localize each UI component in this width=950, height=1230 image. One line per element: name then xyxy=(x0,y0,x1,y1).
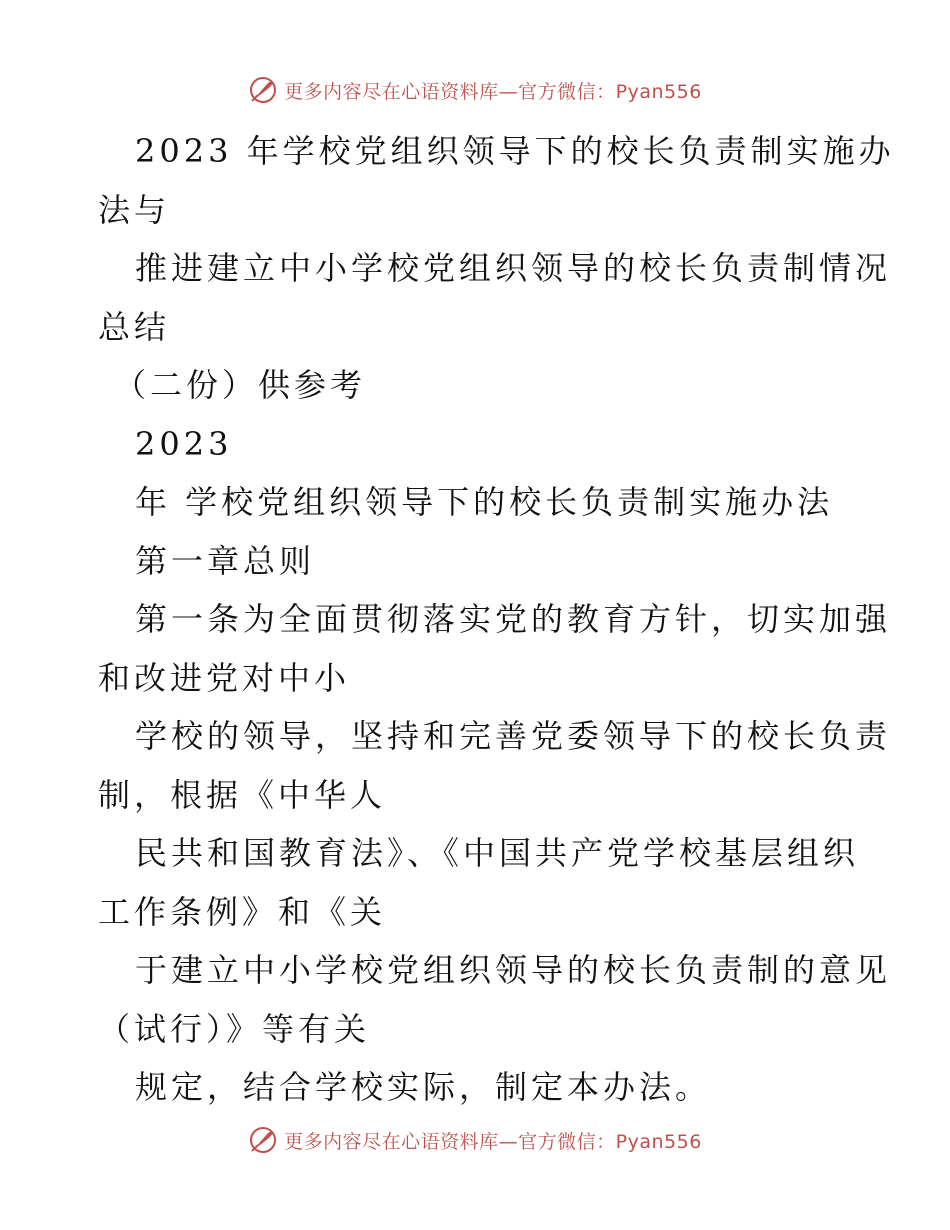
doc-line: 年 学校党组织领导下的校长负责制实施办法 xyxy=(135,483,834,521)
doc-line: 法与 xyxy=(98,190,171,229)
doc-line: 第一章总则 xyxy=(135,541,316,580)
doc-line: 制，根据《中华人 xyxy=(98,775,387,814)
feather-pen-logo-icon xyxy=(248,75,278,105)
doc-line: 总结 xyxy=(98,307,171,346)
bottom-watermark-banner xyxy=(0,1120,950,1160)
doc-line: （二份）供参考 xyxy=(114,366,367,404)
doc-line: 工作条例》和《关 xyxy=(98,892,387,931)
top-watermark-banner xyxy=(0,70,950,110)
doc-line: 规定，结合学校实际，制定本办法。 xyxy=(135,1068,712,1106)
doc-line: 2023 年学校党组织领导下的校长负责制实施办 xyxy=(135,132,895,170)
watermark-text: 更多内容尽在心语资料库—官方微信：Pyan556 xyxy=(284,80,702,103)
doc-line: 和改进党对中小 xyxy=(98,658,351,697)
doc-line: （试行）》等有关 xyxy=(98,1009,371,1048)
feather-pen-logo-icon xyxy=(248,1125,278,1155)
doc-line: 学校的领导，坚持和完善党委领导下的校长负责 xyxy=(135,717,892,755)
document-body xyxy=(98,122,895,1117)
doc-line: 2023 xyxy=(135,424,233,463)
doc-line: 推进建立中小学校党组织领导的校长负责制情况 xyxy=(135,249,892,287)
doc-line: 第一条为全面贯彻落实党的教育方针，切实加强 xyxy=(135,600,892,638)
watermark-text: 更多内容尽在心语资料库—官方微信：Pyan556 xyxy=(284,1130,702,1153)
doc-line: 民共和国教育法》、《中国共产党学校基层组织 xyxy=(135,834,860,872)
doc-line: 于建立中小学校党组织领导的校长负责制的意见 xyxy=(135,951,892,989)
